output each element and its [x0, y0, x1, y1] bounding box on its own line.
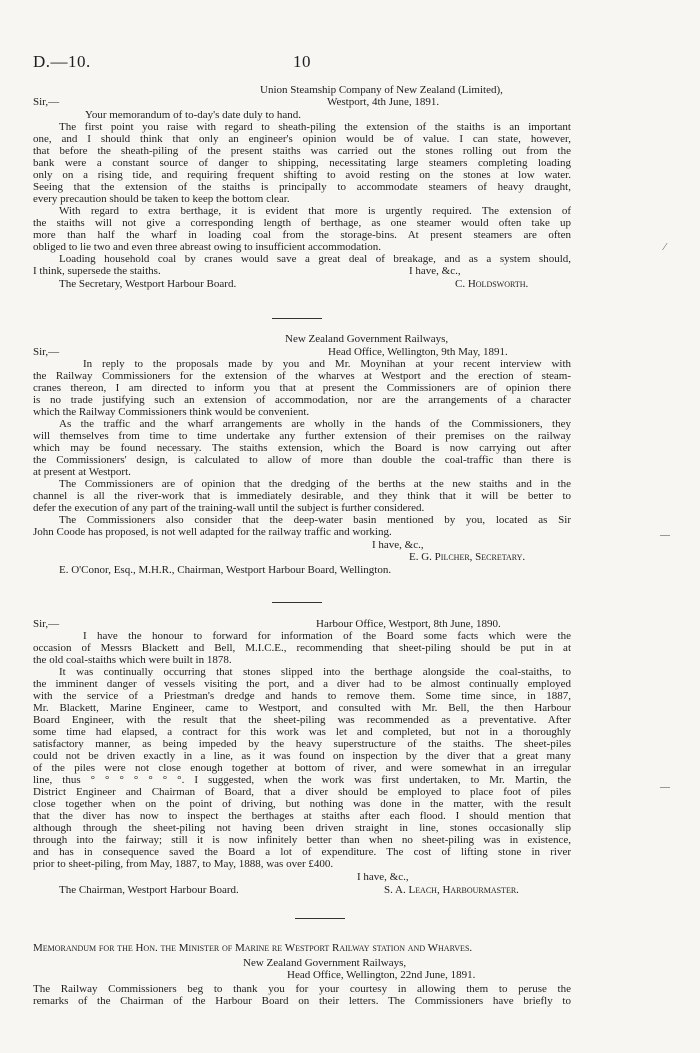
letter2-line: will themselves from time to time undertake any further extension of their premises on the railway — [33, 430, 571, 442]
letter1-line: Seeing that the extension of the staiths is principally to accommodate steamers of heavy draught, — [33, 181, 571, 193]
letter1-line: I think, supersede the staiths. — [33, 265, 161, 277]
letter2-line: which may be found necessary. The staiths extension, which the Board is now carrying out after — [33, 442, 571, 454]
letter3-line: satisfactory manner, as being impeded by the heavy superstructure of the staiths. The sheet-piles — [33, 738, 571, 750]
letter2-salutation: Sir,— — [33, 346, 60, 358]
letter3-line: close together when on the point of driving, but nothing was done in the matter, with the result — [33, 798, 571, 810]
letter1-signature: C. Holdsworth. — [455, 278, 529, 290]
letter3-line: line, thus ° ° ° ° ° ° °. I suggested, when the work was first undertaken, to Mr. Martin, the — [33, 774, 571, 786]
letter2-line: In reply to the proposals made by you and Mr. Moynihan at your recent interview with — [83, 358, 571, 370]
letter1-salutation: Sir,— — [33, 96, 60, 108]
letter3-line: although through the sheet-piling not having been driven straight in line, stones occasionally slip — [33, 822, 571, 834]
letter1-line: The first point you raise with regard to sheath-piling the extension of the staiths is an important — [59, 121, 571, 133]
letter1-line: that before the sheath-piling of the present staiths was carried out the stones rolling out from the — [33, 145, 571, 157]
letter3-line: Board Engineer, with the result that the sheet-piling was recommended as a preventative. After — [33, 714, 571, 726]
letter3-line: and has in consequence saved the Board a lot of expenditure. The cost of lifting stone in river — [33, 846, 571, 858]
letter1-closing: I have, &c., — [409, 265, 461, 277]
letter3-line: with the service of a Priestman's dredge and hands to remove them. Some time since, in 1887, — [33, 690, 571, 702]
letter3-line: of the piles were not close enough together at bottom of river, and were somewhat in an irregular — [33, 762, 571, 774]
margin-mark: — — [660, 530, 670, 541]
letter3-line: some time had elapsed, a contract for this work was let and completed, but not in a thoroughly — [33, 726, 571, 738]
letter2-line: defer the execution of any part of the training-wall until the subject is further considered. — [33, 502, 425, 514]
margin-mark: — — [660, 782, 670, 793]
letter3-signature: S. A. Leach, Harbourmaster. — [384, 884, 519, 896]
document-reference: D.—10. — [33, 52, 91, 71]
letter1-line: obliged to lie two and even three abreast owing to insufficient accommodation. — [33, 241, 382, 253]
letter1-line: one, and I should think that only an engineer's opinion would be of value. I can state, however, — [33, 133, 571, 145]
letter2-line: the Railway Commissioners for the extension of the wharves at Westport and the erection of steam- — [33, 370, 571, 382]
letter1-line: every precaution should be taken to keep the bottom clear. — [33, 193, 290, 205]
letter2-line: the Commissioners' design, is calculated to allow of more than double the coal-traffic than there is — [33, 454, 571, 466]
memo-line: The Railway Commissioners beg to thank you for your courtesy in allowing them to peruse the — [33, 983, 571, 995]
letter1-line: bank were a constant source of danger to shipping, necessitating large steamers completing loading — [33, 157, 571, 169]
letter3-closing: I have, &c., — [357, 871, 409, 883]
letter2-closing: I have, &c., — [372, 539, 424, 551]
letter2-line: John Coode has proposed, is not well adapted for the railway traffic and working. — [33, 526, 392, 538]
letter3-addressee: The Chairman, Westport Harbour Board. — [59, 884, 239, 896]
letter2-organization: New Zealand Government Railways, — [285, 333, 449, 345]
memo-line: remarks of the Chairman of the Harbour Board on their letters. The Commissioners have briefly to — [33, 995, 571, 1007]
page-number: 10 — [293, 52, 311, 71]
letter1-line: Loading household coal by cranes would save a great deal of breakage, and as a system should, — [59, 253, 571, 265]
memo-heading: Memorandum for the Hon. the Minister of Marine re Westport Railway station and Wharves. — [33, 942, 473, 954]
letter2-line: channel is all the river-work that is immediately desirable, and they think that it will be better to — [33, 490, 571, 502]
section-divider — [272, 602, 322, 603]
letter1-organization: Union Steamship Company of New Zealand (Limited), — [260, 84, 503, 96]
letter3-line: the imminent danger of vessels visiting the port, and a diver had to be almost continually employed — [33, 678, 571, 690]
letter2-line: As the traffic and the wharf arrangements are wholly in the hands of the Commissioners, they — [59, 418, 571, 430]
letter1-line: With regard to extra berthage, it is evident that more is urgently required. The extension of — [59, 205, 571, 217]
letter1-line: only on a rising tide, and requiring frequent shifting to avoid resting on the stones at low water. — [33, 169, 571, 181]
letter2-place-date: Head Office, Wellington, 9th May, 1891. — [328, 346, 508, 358]
letter1-line: Your memorandum of to-day's date duly to hand. — [85, 109, 301, 121]
letter3-line: prior to sheet-piling, from May, 1887, to May, 1888, was over £400. — [33, 858, 334, 870]
letter2-line: is no trade justifying such an extension of accommodation, nor are the arrangements of a character — [33, 394, 571, 406]
letter2-addressee: E. O'Conor, Esq., M.H.R., Chairman, Westport Harbour Board, Wellington. — [59, 564, 392, 576]
margin-mark: ⁄ — [664, 242, 666, 253]
letter3-line: that the diver has now to inspect the berthages at staiths after each flood. I should mention that — [33, 810, 571, 822]
letter2-line: The Commissioners also consider that the deep-water basin mentioned by you, located as Sir — [59, 514, 571, 526]
letter3-line: It was continually occurring that stones slipped into the berthage alongside the coal-staiths, to — [59, 666, 571, 678]
section-divider — [295, 918, 345, 919]
letter2-line: cranes thereon, I am directed to inform you that at present the Commissioners are of opinion there — [33, 382, 571, 394]
letter2-line: The Commissioners are of opinion that the dredging of the berths at the new staiths and in the — [59, 478, 571, 490]
letter3-line: the old coal-staiths which were built in 1878. — [33, 654, 232, 666]
memo-organization: New Zealand Government Railways, — [243, 957, 407, 969]
letter1-line: the staiths will not give a corresponding length of berthage, as one steamer would often take up — [33, 217, 571, 229]
letter3-line: District Engineer and Chairman of Board, that a diver should be employed to place foot of piles — [33, 786, 571, 798]
letter1-line: more than half the wharf in loading coal from the storage-bins. At present steamers are often — [33, 229, 571, 241]
letter1-addressee: The Secretary, Westport Harbour Board. — [59, 278, 237, 290]
section-divider — [272, 318, 322, 319]
memo-place-date: Head Office, Wellington, 22nd June, 1891. — [287, 969, 476, 981]
letter3-line: I have the honour to forward for information of the Board some facts which were the — [83, 630, 571, 642]
letter3-salutation: Sir,— — [33, 618, 60, 630]
letter3-line: through into the fairway; still it is now infinitely better than when no sheet-piling was in existence, — [33, 834, 571, 846]
letter2-line: which the Railway Commissioners think would be convenient. — [33, 406, 310, 418]
letter3-line: Mr. Blackett, Marine Engineer, came to Westport, and consulted with Mr. Bell, the then Harbour — [33, 702, 571, 714]
letter3-line: occasion of Messrs Blackett and Bell, M.I.C.E., recommending that sheet-piling should be put in at — [33, 642, 571, 654]
letter1-place-date: Westport, 4th June, 1891. — [327, 96, 440, 108]
letter2-signature: E. G. Pilcher, Secretary. — [409, 551, 526, 563]
letter3-line: could not be driven exactly in a line, as it was found on inspection by the diver that a great many — [33, 750, 571, 762]
letter3-place-date: Harbour Office, Westport, 8th June, 1890. — [316, 618, 501, 630]
letter2-line: at present at Westport. — [33, 466, 131, 478]
